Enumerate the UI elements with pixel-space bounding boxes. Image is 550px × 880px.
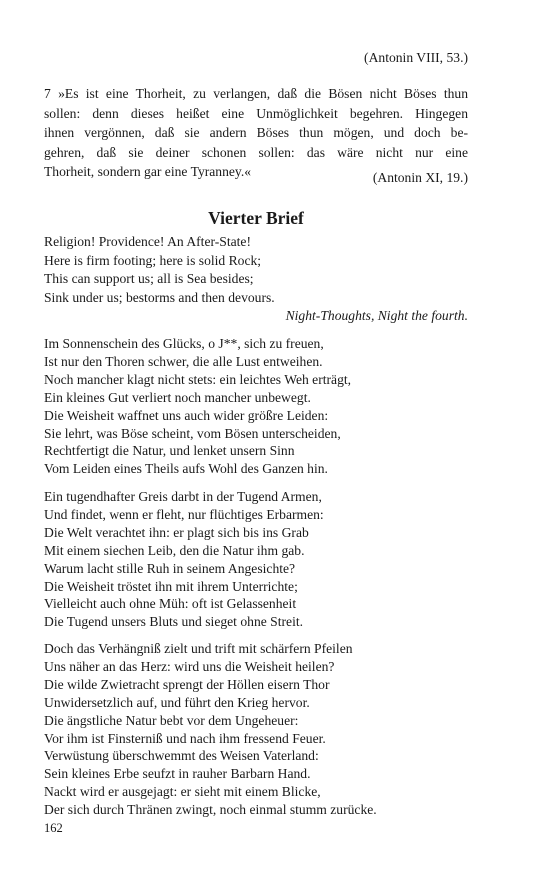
chapter-heading: Vierter Brief bbox=[208, 208, 304, 228]
stanza-3 bbox=[44, 640, 468, 819]
verse-line: Warum lacht stille Ruh in seinem Angesichte? bbox=[44, 560, 296, 576]
verse-line: Uns näher an das Herz: wird uns die Weisheit heilen? bbox=[44, 658, 335, 674]
verse-line: Ein kleines Gut verliert noch mancher unbewegt. bbox=[44, 389, 311, 405]
verse-line: Verwüstung überschwemmt des Weisen Vaterland: bbox=[44, 748, 319, 764]
verse-line: Vom Leiden eines Theils aufs Wohl des Ganzen hin. bbox=[44, 461, 328, 477]
verse-line: Sie lehrt, was Böse scheint, vom Bösen unterscheiden, bbox=[44, 425, 341, 441]
citation-top: (Antonin VIII, 53.) bbox=[364, 50, 468, 65]
epigraph-line: Sink under us; bestorms and then devours. bbox=[44, 289, 275, 305]
verse-line: Ein tugendhafter Greis darbt in der Tugend Armen, bbox=[44, 489, 322, 504]
verse-line: Die ängstliche Natur bebt vor dem Ungeheuer: bbox=[44, 712, 299, 728]
epigraph bbox=[44, 233, 468, 326]
verse-line: Nackt wird er ausgejagt: er sieht mit einem Blicke, bbox=[44, 784, 321, 800]
verse-line: Vor ihm ist Finsterniß und nach ihm fressend Feuer. bbox=[44, 730, 326, 746]
verse-line: Die Weisheit tröstet ihn mit ihrem Unterrichte; bbox=[44, 578, 298, 594]
epigraph-line: Here is firm footing; here is solid Rock; bbox=[44, 252, 262, 268]
verse-line: Unwidersetzlich auf, und führt den Krieg hervor. bbox=[44, 694, 310, 710]
stanza-1 bbox=[44, 335, 468, 478]
footnote-line: Thorheit, sondern gar eine Tyranney.« bbox=[44, 164, 252, 179]
page-number: 162 bbox=[44, 821, 63, 835]
verse-line: Rechtfertigt die Natur, und lenket unsern Sinn bbox=[44, 443, 295, 459]
verse-line: Die Weisheit waffnet uns auch wider größre Leiden: bbox=[44, 407, 329, 423]
epigraph-line: Religion! Providence! An After-State! bbox=[44, 234, 251, 249]
verse-line: Doch das Verhängniß zielt und trift mit schärfern Pfeilen bbox=[44, 641, 353, 656]
verse-line: Die wilde Zwietracht sprengt der Höllen eisern Thor bbox=[44, 676, 330, 692]
verse-line: Vielleicht auch ohne Müh: oft ist Gelassenheit bbox=[44, 596, 297, 612]
verse-line: Die Welt verachtet ihn: er plagt sich bis ins Grab bbox=[44, 524, 309, 540]
footnote-line: gehren, daß sie deiner schonen sollen: das wäre nicht nur eine bbox=[44, 144, 468, 160]
footnote-line: 7 »Es ist eine Thorheit, zu verlangen, daß die Bösen nicht Böses thun bbox=[44, 86, 468, 101]
verse-line: Ist nur den Thoren schwer, die alle Lust entweihen. bbox=[44, 353, 323, 369]
verse-line: Der sich durch Thränen zwingt, noch einmal stumm zurücke. bbox=[44, 802, 377, 818]
verse-line: Noch mancher klagt nicht stets: ein leichtes Weh erträgt, bbox=[44, 371, 352, 387]
footnote-7 bbox=[44, 84, 468, 182]
footnote-line: ihnen vergönnen, daß sie andern Böses thun mögen, und doch be- bbox=[44, 125, 468, 140]
epigraph-line: This can support us; all is Sea besides; bbox=[44, 271, 254, 286]
verse-line: Die Tugend unsers Bluts und sieget ohne Streit. bbox=[44, 614, 304, 630]
stanza-2 bbox=[44, 488, 468, 631]
verse-line: Mit einem siechen Leib, den die Natur ihm gab. bbox=[44, 542, 305, 558]
verse-line: Und findet, wenn er fleht, nur flüchtiges Erbarmen: bbox=[44, 506, 324, 522]
citation-second: (Antonin XI, 19.) bbox=[372, 170, 468, 185]
footnote-line: sollen: denn dieses heißet eine Unmöglichkeit begehren. Hingegen bbox=[44, 105, 468, 121]
verse-line: Im Sonnenschein des Glücks, o J**, sich zu freuen, bbox=[44, 336, 324, 351]
epigraph-attribution: Night-Thoughts, Night the fourth. bbox=[285, 308, 468, 323]
verse-line: Sein kleines Erbe seufzt in rauher Barbarn Hand. bbox=[44, 766, 311, 782]
